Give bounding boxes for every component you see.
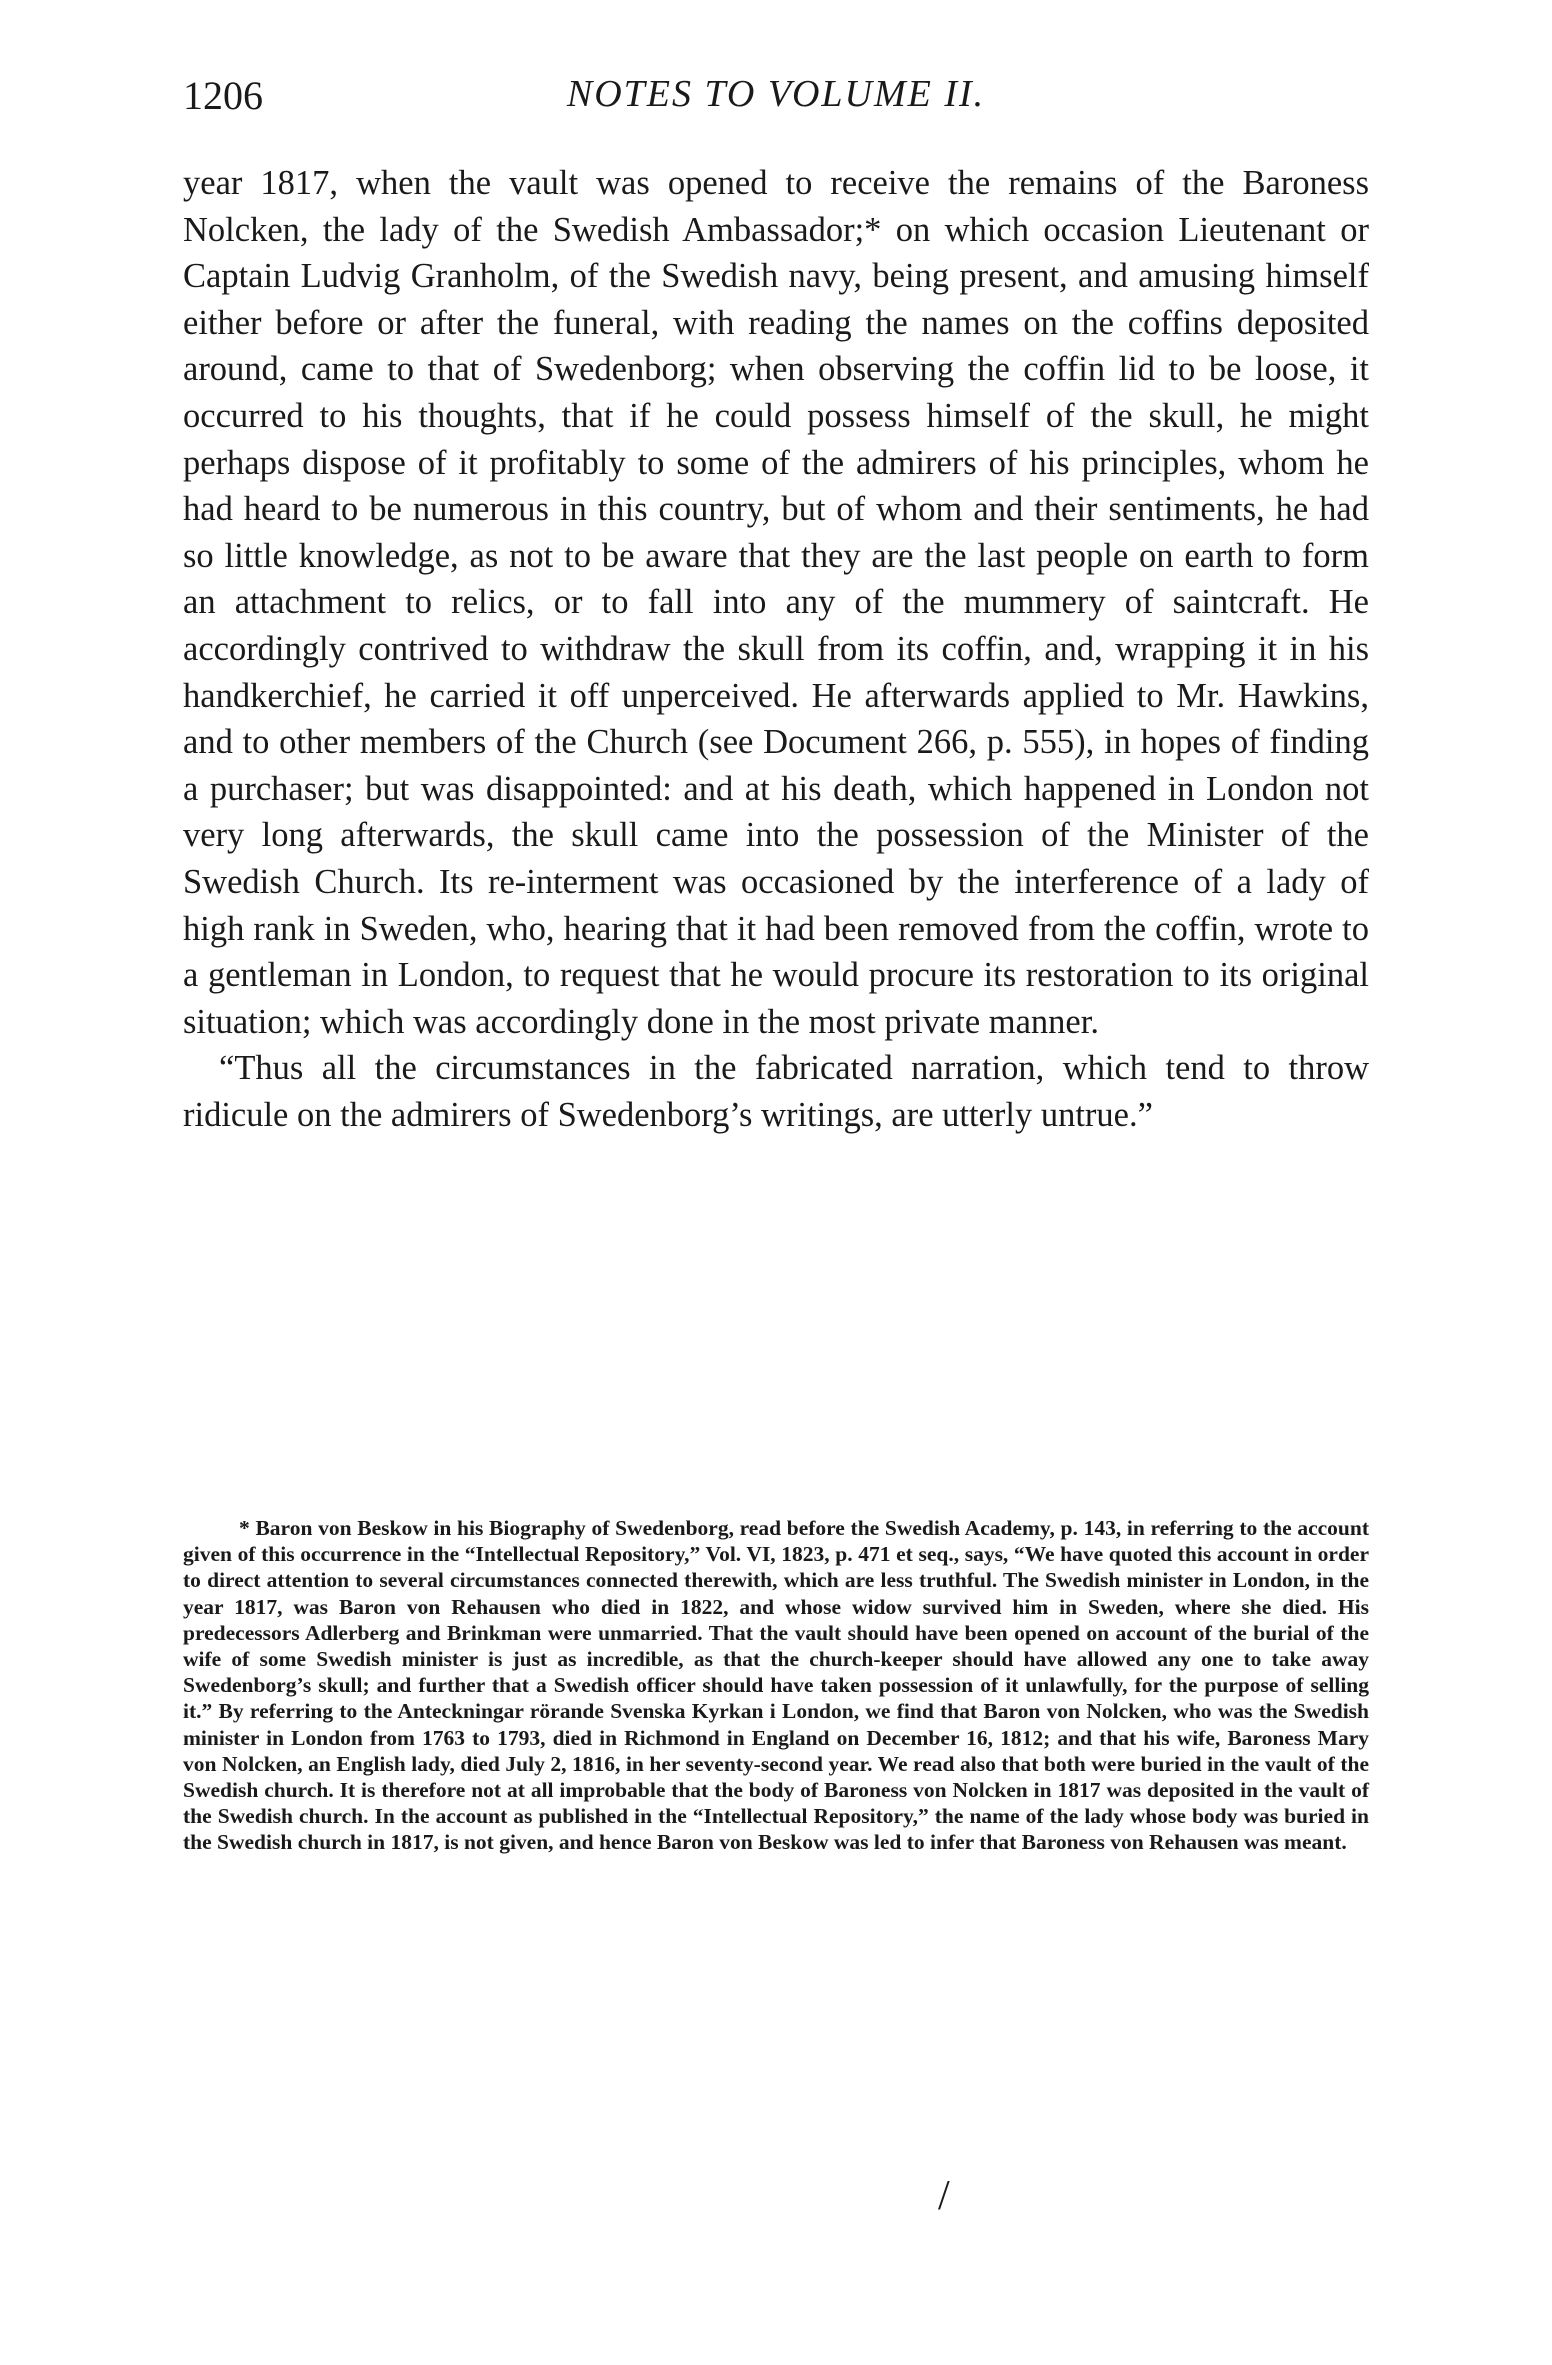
body-paragraph: year 1817, when the vault was opened to receive the remains of the Baroness Nolcken, the lady of the Swedish Ambassador;* on which occasion Lieutenant or Captain Ludvig Granholm, of the Swedish navy, being present, and amusing himself either before or after the funeral, with reading the names on the coffins deposited around, came to that of Swedenborg; when observing the coffin lid to be loose, it occurred to his thoughts, that if he could possess himself of the skull, he might perhaps dispose of it profitably to some of the admirers of his principles, whom he had heard to be numerous in this country, but of whom and their sentiments, he had so little knowledge, as not to be aware that they are the last people on earth to form an attachment to relics, or to fall into any of the mummery of saintcraft. He accordingly contrived to withdraw the skull from its coffin, and, wrapping it in his handkerchief, he carried it off unperceived. He afterwards applied to Mr. Hawkins, and to other members of the Church (see Document 266, p. 555), in hopes of finding a purchaser; but was disappointed: and at his death, which happened in London not very long afterwards, the skull came into the possession of the Minister of the Swedish Church. Its re-interment was occasioned by the interference of a lady of high rank in Sweden, who, hearing that it had been removed from the coffin, wrote to a gentleman in London, to request that he would procure its restoration to its original situation; which was accordingly done in the most private manner. bbox=[183, 164, 1369, 1041]
running-head: NOTES TO VOLUME II. bbox=[566, 73, 986, 115]
body-text bbox=[183, 160, 1369, 1138]
stray-mark: / bbox=[938, 2173, 950, 2219]
footnote bbox=[183, 1515, 1369, 1856]
footnote-text: * Baron von Beskow in his Biography of Swedenborg, read before the Swedish Academy, p. 143, in referring to the account given of this occurrence in the “Intellectual Repository,” Vol. VI, 1823, p. 471 et seq., says, “We have quoted this account in order to direct attention to several circumstances connected therewith, which are less truthful. The Swedish minister in London, in the year 1817, was Baron von Rehausen who died in 1822, and whose widow survived him in Sweden, where she died. His predecessors Adlerberg and Brinkman were unmarried. That the vault should have been opened on account of the burial of the wife of some Swedish minister is just as incredible, as that the church-keeper should have allowed any one to take away Swedenborg’s skull; and further that a Swedish officer should have taken possession of it unlawfully, for the purpose of selling it.” By referring to the Anteckningar rörande Svenska Kyrkan i London, we find that Baron von Nolcken, who was the Swedish minister in London from 1763 to 1793, died in Richmond in England on December 16, 1812; and that his wife, Baroness Mary von Nolcken, an English lady, died July 2, 1816, in her seventy-second year. We read also that both were buried in the vault of the Swedish church. It is therefore not at all improbable that the body of Baroness von Nolcken in 1817 was deposited in the vault of the Swedish church. In the account as published in the “Intellectual Repository,” the name of the lady whose body was buried in the Swedish church in 1817, is not given, and hence Baron von Beskow was led to infer that Baroness von Rehausen was meant. bbox=[183, 1516, 1369, 1855]
body-paragraph-quote: “Thus all the circumstances in the fabricated narration, which tend to throw ridicule on the admirers of Swedenborg’s writings, are utterly untrue.” bbox=[183, 1049, 1369, 1134]
page-number: 1206 bbox=[183, 73, 263, 118]
page-header bbox=[183, 72, 1369, 132]
